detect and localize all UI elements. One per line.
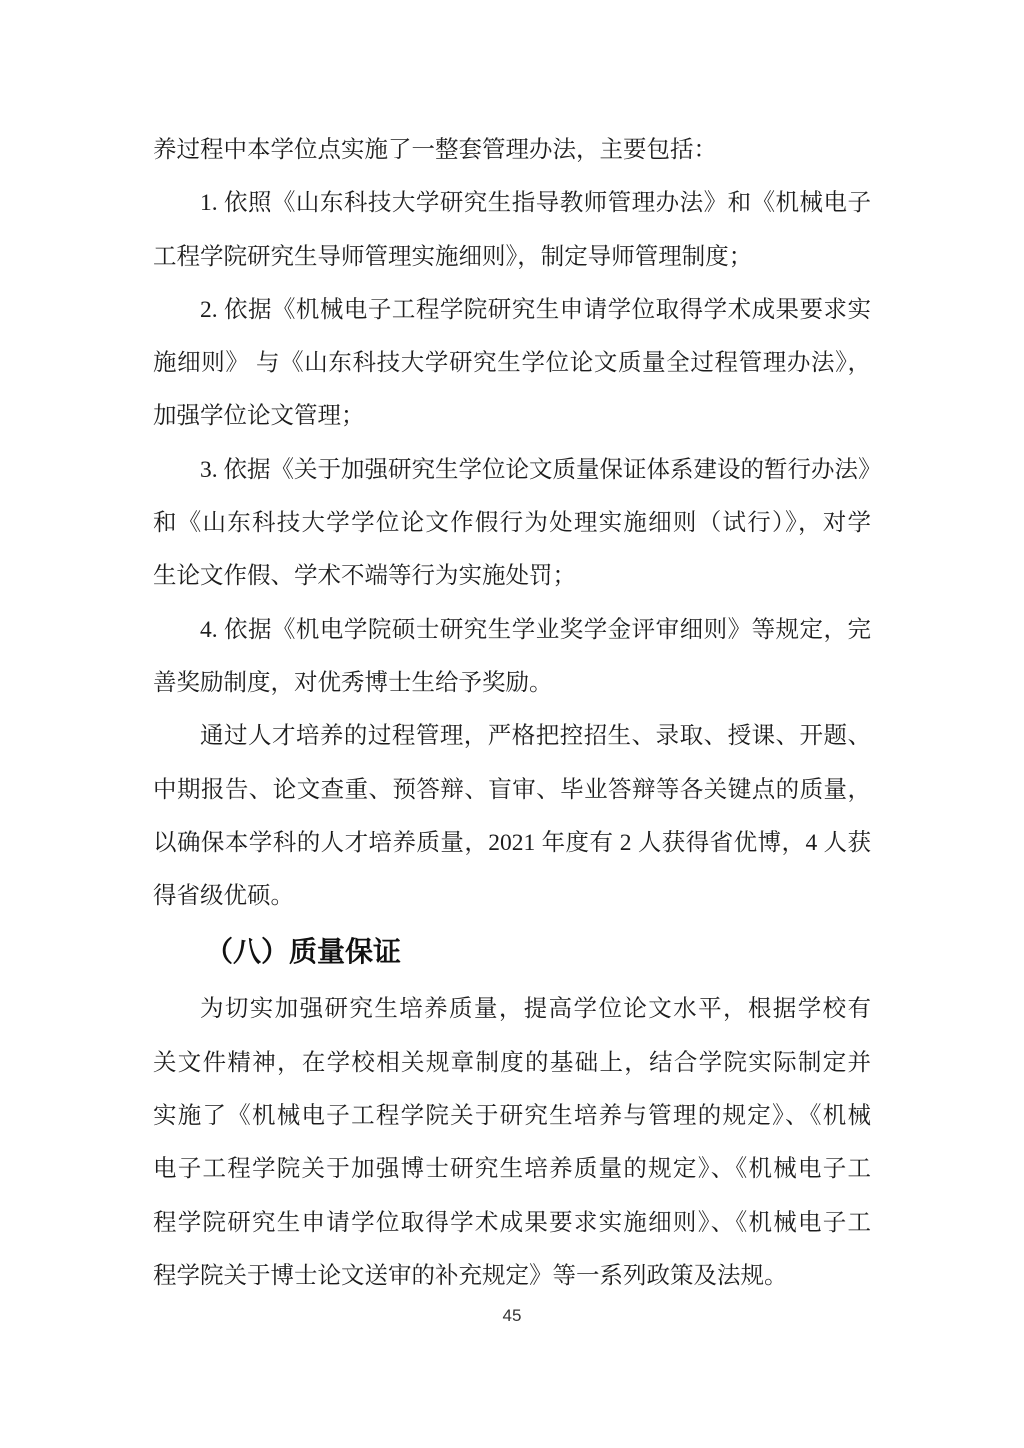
text-line: 3. 依据《关于加强研究生学位论文质量保证体系建设的暂行办法》 [200, 456, 882, 483]
text-line: 程学院关于博士论文送审的补充规定》等一系列政策及法规。 [153, 1262, 788, 1289]
text-line: 1. 依照《山东科技大学研究生指导教师管理办法》和《机械电子 [200, 190, 871, 217]
text-line: 通过人才培养的过程管理，严格把控招生、录取、授课、开题、 [200, 723, 871, 750]
text-line: 关文件精神，在学校相关规章制度的基础上，结合学院实际制定并 [153, 1049, 871, 1076]
text-line: 4. 依据《机电学院硕士研究生学业奖学金评审细则》等规定，完 [200, 616, 871, 643]
text-line: 实施了《机械电子工程学院关于研究生培养与管理的规定》、《机械 [153, 1103, 871, 1130]
text-line: 养过程中本学位点实施了一整套管理办法，主要包括： [153, 137, 717, 163]
text-line: 得省级优硕。 [153, 883, 294, 910]
section-heading: （八）质量保证 [205, 937, 402, 969]
text-line: 施细则》 与《山东科技大学研究生学位论文质量全过程管理办法》， [153, 350, 871, 377]
text-line: 中期报告、论文查重、预答辩、盲审、毕业答辩等各关键点的质量， [153, 776, 871, 803]
text-line: 和《山东科技大学学位论文作假行为处理实施细则（试行）》，对学 [153, 510, 871, 537]
text-line: 以确保本学科的人才培养质量，2021 年度有 2 人获得省优博，4 人获 [153, 829, 871, 856]
text-line: 工程学院研究生导师管理实施细则》，制定导师管理制度； [153, 243, 753, 270]
text-line: 电子工程学院关于加强博士研究生培养质量的规定》、《机械电子工 [153, 1156, 871, 1183]
text-line: 程学院研究生申请学位取得学术成果要求实施细则》、《机械电子工 [153, 1209, 871, 1236]
text-line: 生论文作假、学术不端等行为实施处罚； [153, 563, 576, 590]
text-line: 为切实加强研究生培养质量，提高学位论文水平，根据学校有 [200, 996, 871, 1023]
page-number: 45 [502, 1306, 522, 1325]
page-content [153, 124, 882, 1303]
text-line: 加强学位论文管理； [153, 403, 365, 430]
text-line: 2. 依据《机械电子工程学院研究生申请学位取得学术成果要求实 [200, 296, 871, 323]
text-line: 善奖励制度，对优秀博士生给予奖励。 [153, 669, 553, 696]
